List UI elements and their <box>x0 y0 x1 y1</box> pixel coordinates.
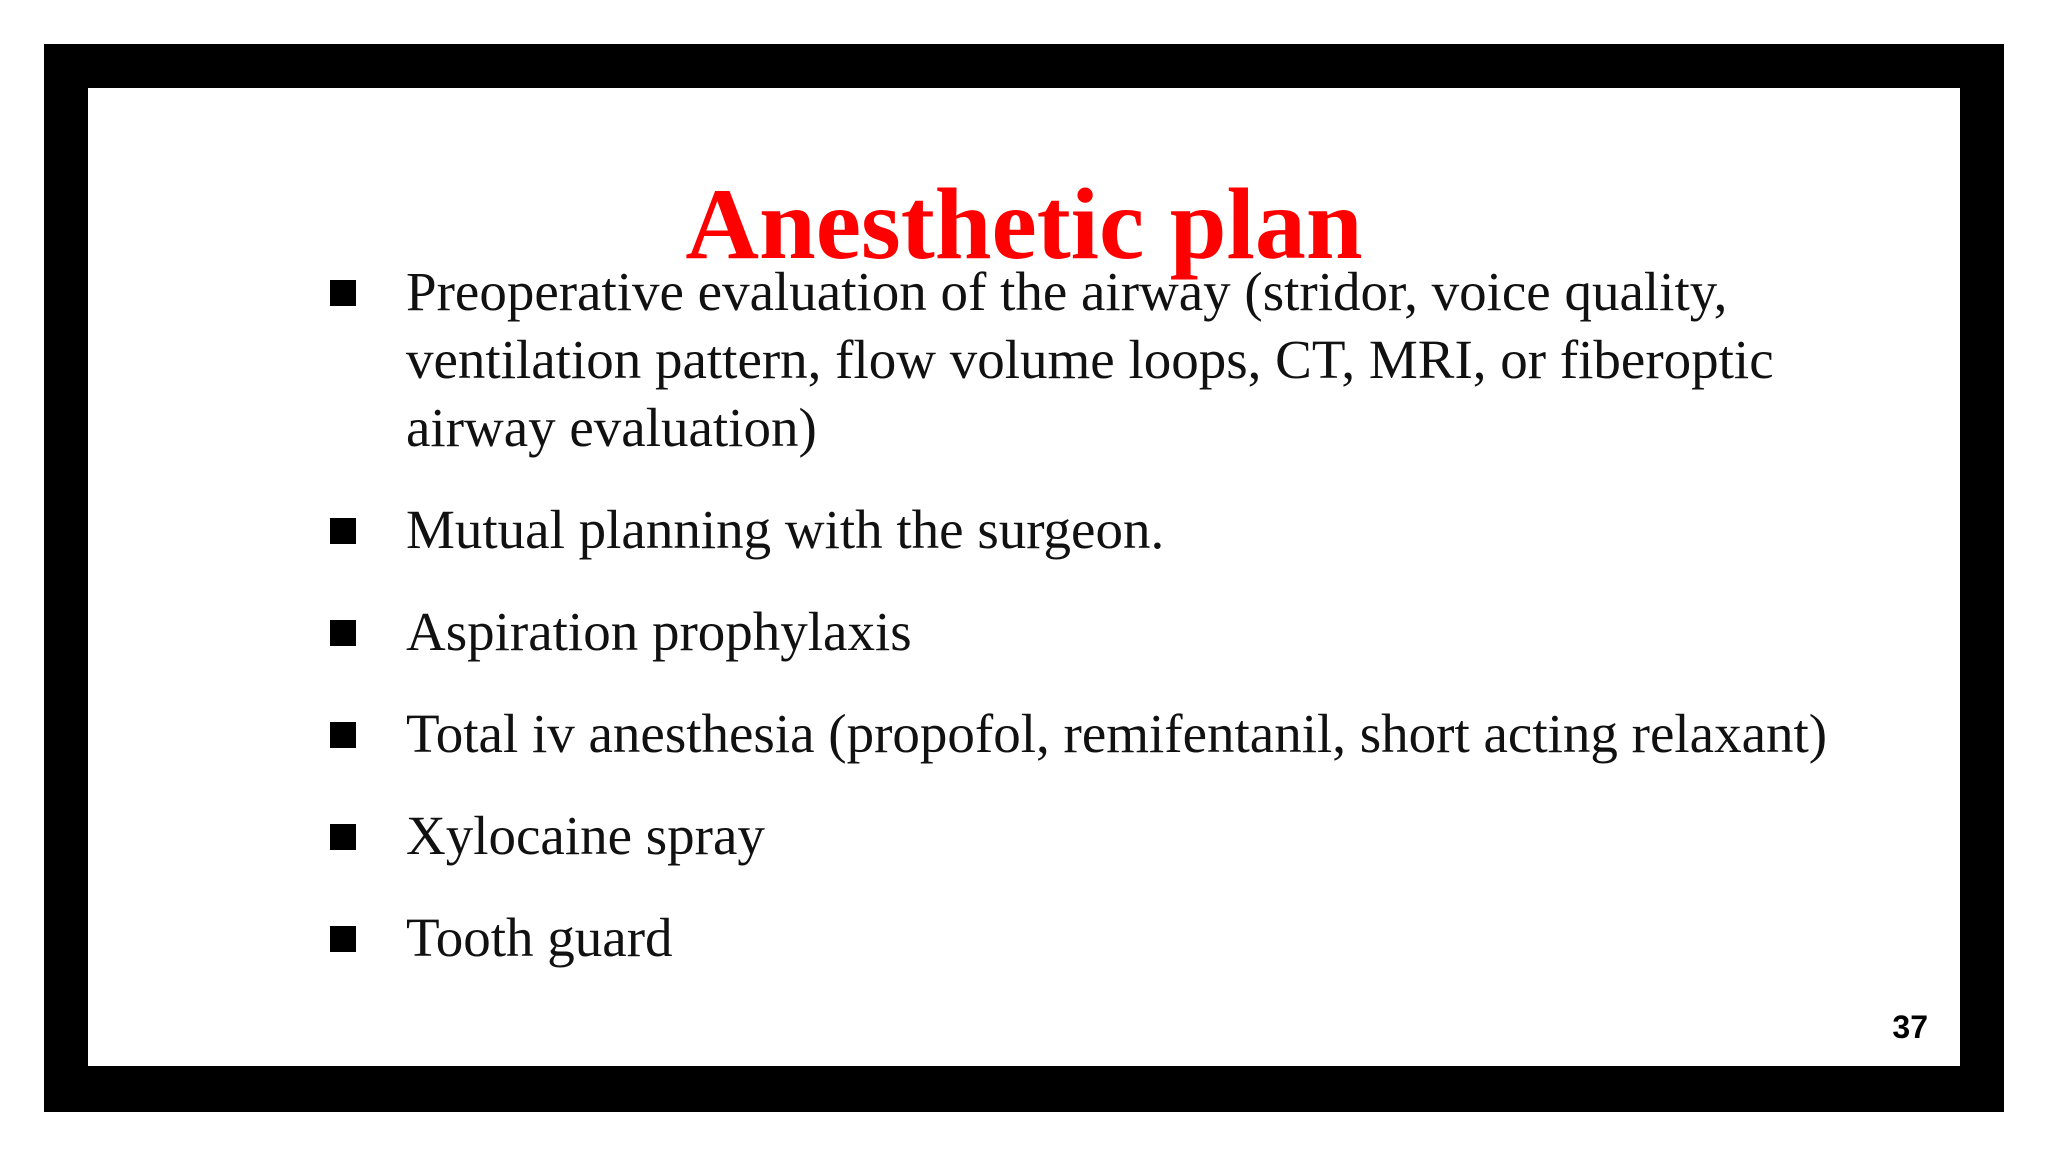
square-bullet-icon <box>330 280 356 306</box>
bullet-text: Total iv anesthesia (propofol, remifentanil, short acting relaxant) <box>406 703 1828 764</box>
slide-title: Anesthetic plan <box>685 168 1363 281</box>
bullet-text: Mutual planning with the surgeon. <box>406 499 1165 560</box>
square-bullet-icon <box>330 722 356 748</box>
bullet-text: Preoperative evaluation of the airway (stridor, voice quality, ventilation pattern, flow volume loops, CT, MRI, or fiberoptic airway evaluation) <box>406 261 1774 458</box>
bullet-list <box>238 258 1878 1006</box>
bullet-text: Tooth guard <box>406 907 673 968</box>
bullet-item <box>238 904 1878 972</box>
bullet-item <box>238 598 1878 666</box>
square-bullet-icon <box>330 824 356 850</box>
bullet-text: Xylocaine spray <box>406 805 765 866</box>
bullet-item <box>238 258 1878 462</box>
slide-frame <box>44 44 2004 1112</box>
slide <box>88 88 1960 1066</box>
square-bullet-icon <box>330 926 356 952</box>
bullet-item <box>238 700 1878 768</box>
square-bullet-icon <box>330 620 356 646</box>
square-bullet-icon <box>330 518 356 544</box>
bullet-item <box>238 802 1878 870</box>
slide-page-number: 37 <box>1892 1009 1928 1045</box>
bullet-text: Aspiration prophylaxis <box>406 601 912 662</box>
bullet-item <box>238 496 1878 564</box>
